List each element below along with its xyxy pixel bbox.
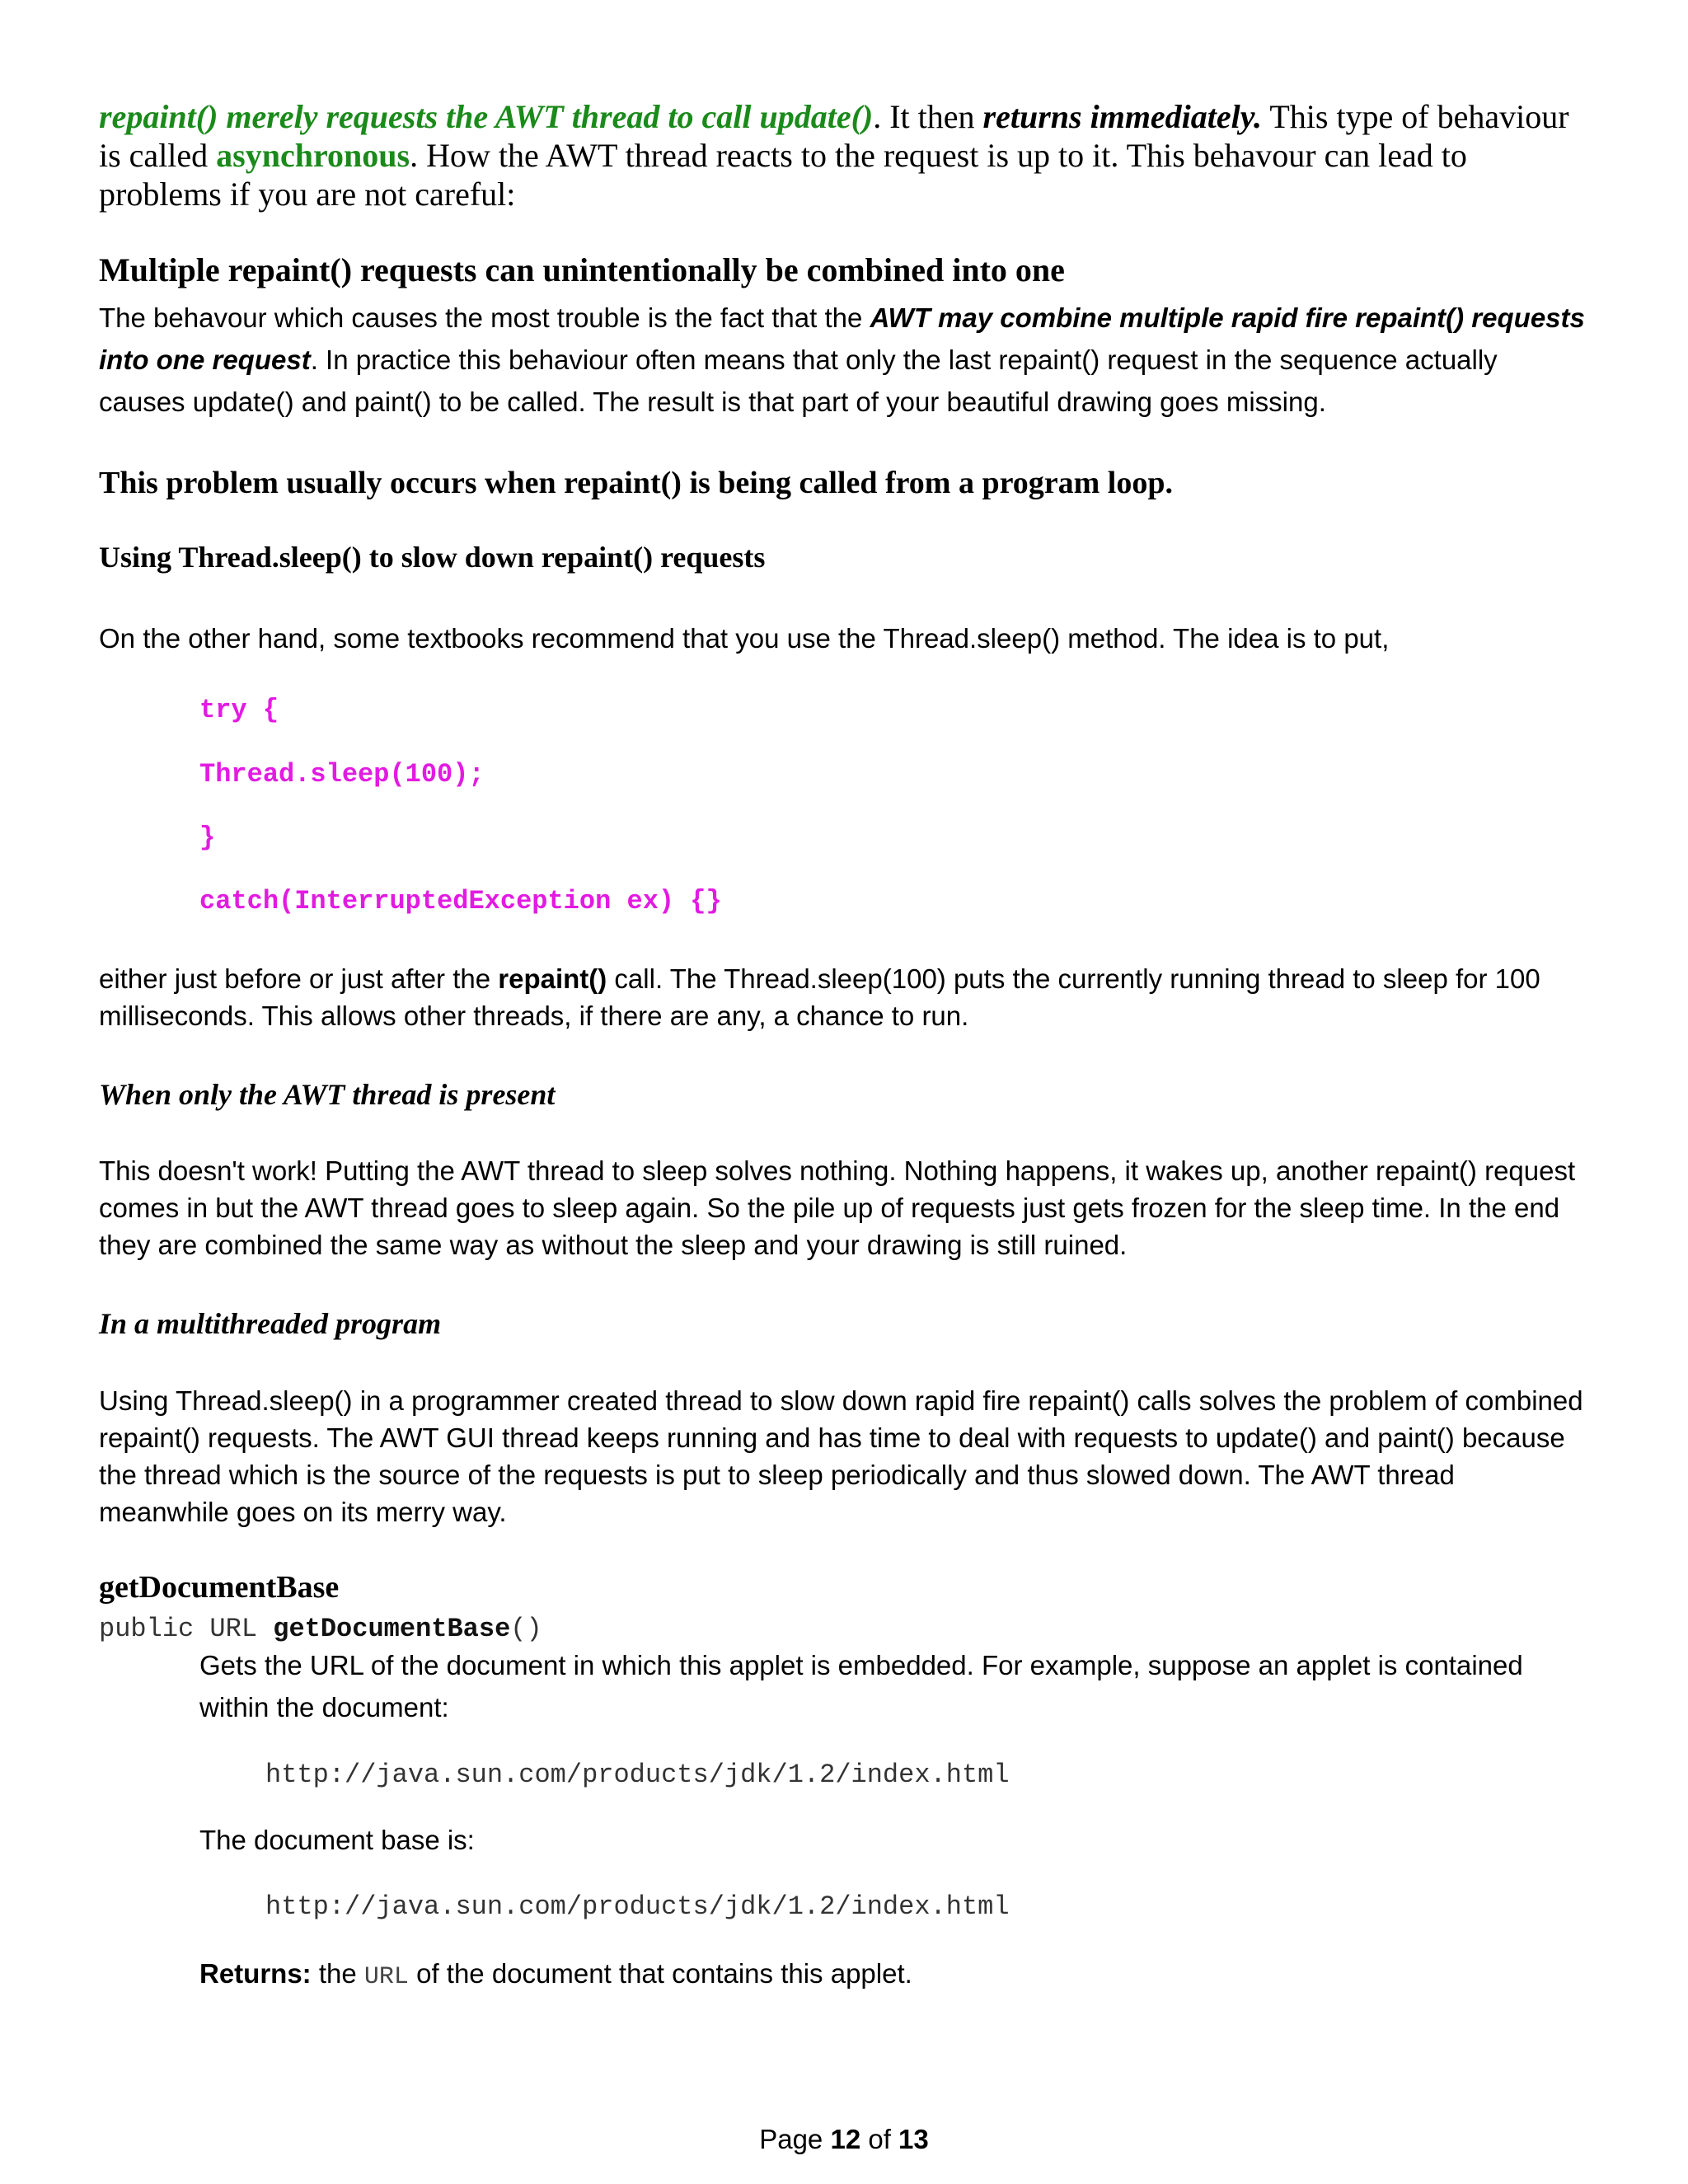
awt-only-paragraph: This doesn't work! Putting the AWT thread to sleep solves nothing. Nothing happens, it wakes up, another repaint() request comes in but the AWT thread goes to sleep again. So the pile up of requests just gets frozen for the sleep time. In the end they are combined the same way as without the sleep and your drawing is still ruined. xyxy=(99,1155,1576,1260)
asynchronous-term: asynchronous xyxy=(216,137,410,174)
intro-paragraph: repaint() merely requests the AWT thread to call update(). It then returns immediately. This type of behaviour is called asynchronous. How the AWT thread reacts to the request is up to it. This behavour can lead to problems if you are not careful: xyxy=(99,98,1569,213)
heading-multithreaded: In a multithreaded program xyxy=(99,1307,442,1340)
method-signature: public URL getDocumentBase() xyxy=(99,1614,542,1644)
example-url: http://java.sun.com/products/jdk/1.2/index.html xyxy=(265,1760,1010,1790)
document-base-label: The document base is: xyxy=(199,1825,475,1855)
heading-combined-requests: Multiple repaint() requests can unintentionally be combined into one xyxy=(99,251,1065,288)
code-line: catch(InterruptedException ex) {} xyxy=(199,886,722,916)
code-line: Thread.sleep(100); xyxy=(199,759,485,790)
total-pages: 13 xyxy=(898,2124,929,2154)
document-base-url: http://java.sun.com/products/jdk/1.2/index.html xyxy=(265,1891,1010,1922)
method-name: getDocumentBase xyxy=(273,1614,511,1644)
sleep-explanation-paragraph: either just before or just after the repaint() call. The Thread.sleep(100) puts the currently running thread to sleep for 100 milliseconds. This allows other threads, if there are any, a chance to run. xyxy=(99,963,1540,1031)
page-footer: Page 12 of 13 xyxy=(759,2124,929,2154)
current-page-number: 12 xyxy=(830,2124,861,2154)
returns-line: Returns: the URL of the document that contains this applet. xyxy=(199,1958,912,1991)
repaint-bold: repaint() xyxy=(498,963,607,994)
code-line: try { xyxy=(199,695,279,725)
combined-paragraph: The behavour which causes the most trouble is the fact that the AWT may combine multiple rapid fire repaint() requests into one request. In practice this behaviour often means that only the last repaint() request in the sequence actually causes update() and paint() to be called. The result is that part of your beautiful drawing goes missing. xyxy=(99,302,1585,417)
heading-thread-sleep: Using Thread.sleep() to slow down repaint() requests xyxy=(99,541,766,574)
repaint-lead: repaint() merely requests the AWT thread to call update() xyxy=(99,98,874,135)
returns-immediately: returns immediately. xyxy=(982,98,1263,135)
heading-awt-only: When only the AWT thread is present xyxy=(99,1078,556,1111)
awt-combine-emphasis: AWT may combine multiple rapid fire repaint() requests into one request xyxy=(99,302,1585,375)
api-heading: getDocumentBase xyxy=(99,1570,340,1605)
heading-program-loop: This problem usually occurs when repaint() is being called from a program loop. xyxy=(99,466,1173,500)
multithreaded-paragraph: Using Thread.sleep() in a programmer created thread to slow down rapid fire repaint() calls solves the problem of combined repaint() requests. The AWT GUI thread keeps running and has time to deal with requests to update() and paint() because the thread which is the source of the requests is put to sleep periodically and thus slowed down. The AWT thread meanwhile goes on its merry way. xyxy=(99,1385,1583,1527)
sleep-intro-paragraph: On the other hand, some textbooks recommend that you use the Thread.sleep() method. The idea is to put, xyxy=(99,623,1390,654)
api-description: Gets the URL of the document in which this applet is embedded. For example, suppose an applet is contained within the document: xyxy=(199,1650,1523,1722)
returns-label: Returns: xyxy=(199,1958,312,1989)
url-type: URL xyxy=(363,1963,409,1991)
code-line: } xyxy=(199,823,216,853)
